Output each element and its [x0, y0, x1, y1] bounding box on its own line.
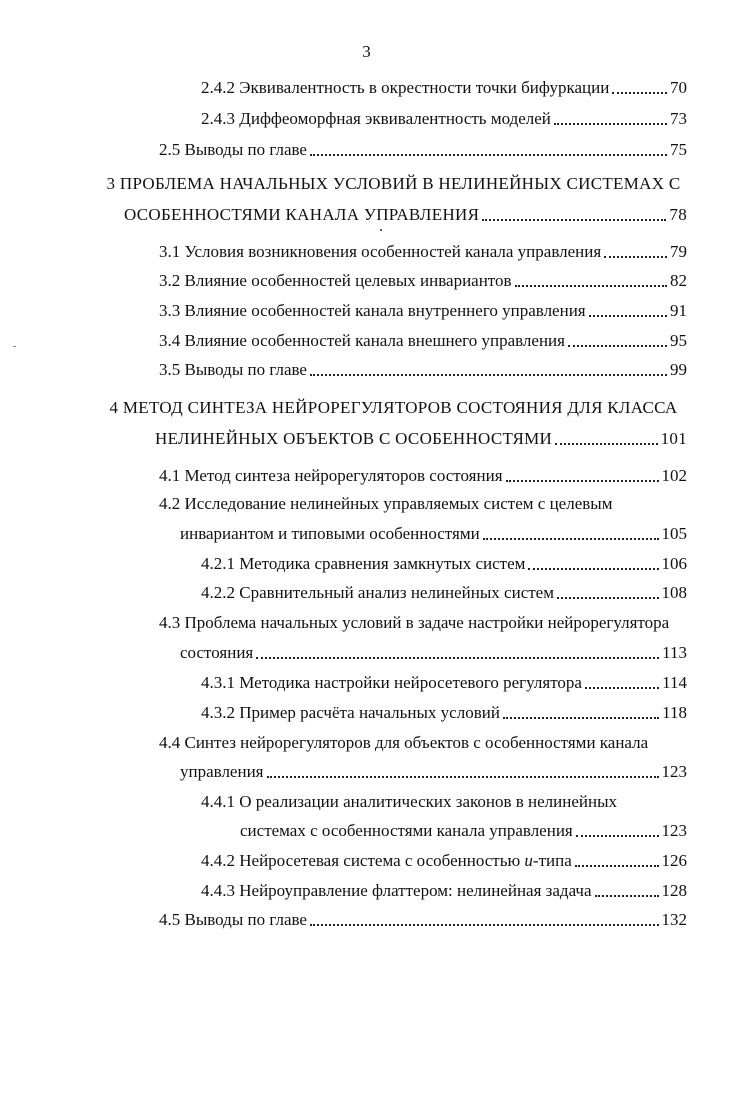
scan-speck — [380, 229, 382, 231]
toc-page-number: 102 — [661, 466, 687, 485]
dot-leader — [557, 596, 659, 599]
toc-entry-text: 3.4 Влияние особенностей канала внешнего управления — [159, 331, 565, 350]
dot-leader — [555, 442, 657, 445]
dot-leader — [554, 122, 667, 125]
toc-entry-4-3-line2[interactable] — [180, 643, 687, 663]
toc-page-number: 128 — [661, 881, 687, 900]
toc-entry-2-4-2[interactable] — [201, 78, 687, 98]
dot-leader — [585, 686, 659, 689]
toc-page-number: 126 — [661, 851, 687, 870]
toc-entry-text: состояния — [180, 643, 254, 662]
toc-entry-4-3-1[interactable] — [201, 673, 687, 693]
dot-leader — [267, 775, 659, 778]
toc-entry-text: инвариантом и типовыми особенностями — [180, 524, 480, 543]
toc-page-number: 113 — [662, 643, 687, 662]
toc-entry-text: 4.4.3 Нейроуправление флаттером: нелинейная задача — [201, 881, 592, 900]
toc-entry-4-1[interactable] — [159, 466, 687, 486]
toc-entry-italic-symbol: u — [524, 851, 533, 870]
toc-entry-text: 3.5 Выводы по главе — [159, 360, 307, 379]
page-number: 3 — [362, 42, 371, 61]
dot-leader — [482, 218, 666, 221]
toc-entry-text — [201, 851, 572, 871]
toc-chapter-4-line2[interactable] — [155, 429, 687, 449]
dot-leader — [503, 716, 659, 719]
toc-page-number: 101 — [660, 429, 687, 448]
toc-entry-text: 2.4.2 Эквивалентность в окрестности точки бифуркации — [201, 78, 610, 97]
toc-entry-text: 3.1 Условия возникновения особенностей канала управления — [159, 242, 602, 261]
toc-entry-text: 4.4 Синтез нейрорегуляторов для объектов с особенностями канала — [159, 733, 649, 752]
toc-chapter-title: ОСОБЕННОСТЯМИ КАНАЛА УПРАВЛЕНИЯ — [124, 205, 480, 224]
dot-leader — [256, 656, 659, 659]
toc-page-number: 99 — [670, 360, 687, 379]
toc-entry-4-2-2[interactable] — [201, 583, 687, 603]
toc-entry-4-5[interactable] — [159, 910, 687, 930]
toc-entry-4-2-line1[interactable] — [159, 494, 687, 514]
toc-page-number: 123 — [661, 762, 687, 781]
toc-page-number: 82 — [670, 271, 687, 290]
toc-page-number: 123 — [661, 821, 687, 840]
toc-chapter-title: 4 МЕТОД СИНТЕЗА НЕЙРОРЕГУЛЯТОРОВ СОСТОЯНИЯ ДЛЯ КЛАССА — [109, 398, 678, 417]
toc-entry-4-2-1[interactable] — [201, 554, 687, 574]
dot-leader — [576, 834, 659, 837]
toc-entry-3-5[interactable] — [159, 360, 687, 380]
toc-entry-text: 3.3 Влияние особенностей канала внутреннего управления — [159, 301, 586, 320]
toc-entry-text: 4.2 Исследование нелинейных управляемых систем с целевым — [159, 494, 613, 513]
toc-entry-4-4-line2[interactable] — [180, 762, 687, 782]
toc-entry-4-4-1-line2[interactable] — [240, 821, 687, 841]
dot-leader — [515, 284, 667, 287]
toc-entry-text: системах с особенностями канала управления — [240, 821, 573, 840]
toc-entry-4-4-2[interactable] — [201, 851, 687, 871]
toc-entry-4-4-3[interactable] — [201, 881, 687, 901]
toc-page-number: 70 — [670, 78, 687, 97]
toc-entry-text: 4.5 Выводы по главе — [159, 910, 307, 929]
toc-entry-text: 4.3.1 Методика настройки нейросетевого регулятора — [201, 673, 582, 692]
toc-page-number: 95 — [670, 331, 687, 350]
toc-page-number: 91 — [670, 301, 687, 320]
dot-leader — [604, 255, 667, 258]
toc-page-number: 75 — [670, 140, 687, 159]
dot-leader — [589, 314, 667, 317]
toc-entry-4-4-line1[interactable] — [159, 733, 687, 753]
toc-page-number: 132 — [661, 910, 687, 929]
toc-page-number: 79 — [670, 242, 687, 261]
dot-leader — [595, 894, 659, 897]
toc-entry-3-1[interactable] — [159, 242, 687, 262]
toc-page-number: 114 — [662, 673, 687, 692]
toc-page-number: 118 — [662, 703, 687, 722]
toc-entry-text: управления — [180, 762, 264, 781]
dot-leader — [310, 923, 659, 926]
dot-leader — [612, 91, 667, 94]
toc-entry-text: 4.4.1 О реализации аналитических законов в нелинейных — [201, 792, 618, 811]
toc-entry-4-3-2[interactable] — [201, 703, 687, 723]
toc-chapter-4-line1[interactable] — [100, 398, 687, 418]
toc-entry-text: 4.2.1 Методика сравнения замкнутых систем — [201, 554, 526, 573]
dot-leader — [528, 567, 658, 570]
dot-leader — [310, 153, 667, 156]
toc-entry-2-4-3[interactable] — [201, 109, 687, 129]
toc-entry-text: 4.1 Метод синтеза нейрорегуляторов состояния — [159, 466, 503, 485]
toc-chapter-3-line1[interactable] — [100, 174, 687, 194]
toc-entry-2-5[interactable] — [159, 140, 687, 160]
toc-entry-4-2-line2[interactable] — [180, 524, 687, 544]
toc-entry-text: 4.3 Проблема начальных условий в задаче настройки нейрорегулятора — [159, 613, 670, 632]
dot-leader — [310, 373, 667, 376]
dot-leader — [506, 479, 659, 482]
scan-speck — [13, 346, 16, 347]
toc-entry-text: 2.5 Выводы по главе — [159, 140, 307, 159]
toc-chapter-title: 3 ПРОБЛЕМА НАЧАЛЬНЫХ УСЛОВИЙ В НЕЛИНЕЙНЫХ СИСТЕМАХ С — [106, 174, 681, 193]
toc-page-number: 78 — [669, 205, 687, 224]
toc-entry-text: 2.4.3 Диффеоморфная эквивалентность моделей — [201, 109, 551, 128]
toc-page-number: 73 — [670, 109, 687, 128]
toc-entry-text: 3.2 Влияние особенностей целевых инвариантов — [159, 271, 512, 290]
toc-entry-text: 4.2.2 Сравнительный анализ нелинейных систем — [201, 583, 554, 602]
toc-page-number: 108 — [661, 583, 687, 602]
dot-leader — [575, 864, 659, 867]
toc-entry-3-4[interactable] — [159, 331, 687, 351]
toc-entry-text: 4.3.2 Пример расчёта начальных условий — [201, 703, 500, 722]
toc-chapter-3-line2[interactable] — [124, 205, 687, 225]
toc-entry-3-3[interactable] — [159, 301, 687, 321]
toc-entry-4-4-1-line1[interactable] — [201, 792, 687, 812]
toc-entry-text-part: -типа — [532, 851, 572, 870]
toc-entry-text-part: 4.4.2 Нейросетевая система с особенностью — [201, 851, 525, 870]
dot-leader — [568, 344, 667, 347]
toc-entry-4-3-line1[interactable] — [159, 613, 687, 633]
toc-chapter-title: НЕЛИНЕЙНЫХ ОБЪЕКТОВ С ОСОБЕННОСТЯМИ — [155, 429, 553, 448]
toc-page-number: 105 — [661, 524, 687, 543]
dot-leader — [483, 537, 659, 540]
toc-entry-3-2[interactable] — [159, 271, 687, 291]
toc-page-number: 106 — [661, 554, 687, 573]
